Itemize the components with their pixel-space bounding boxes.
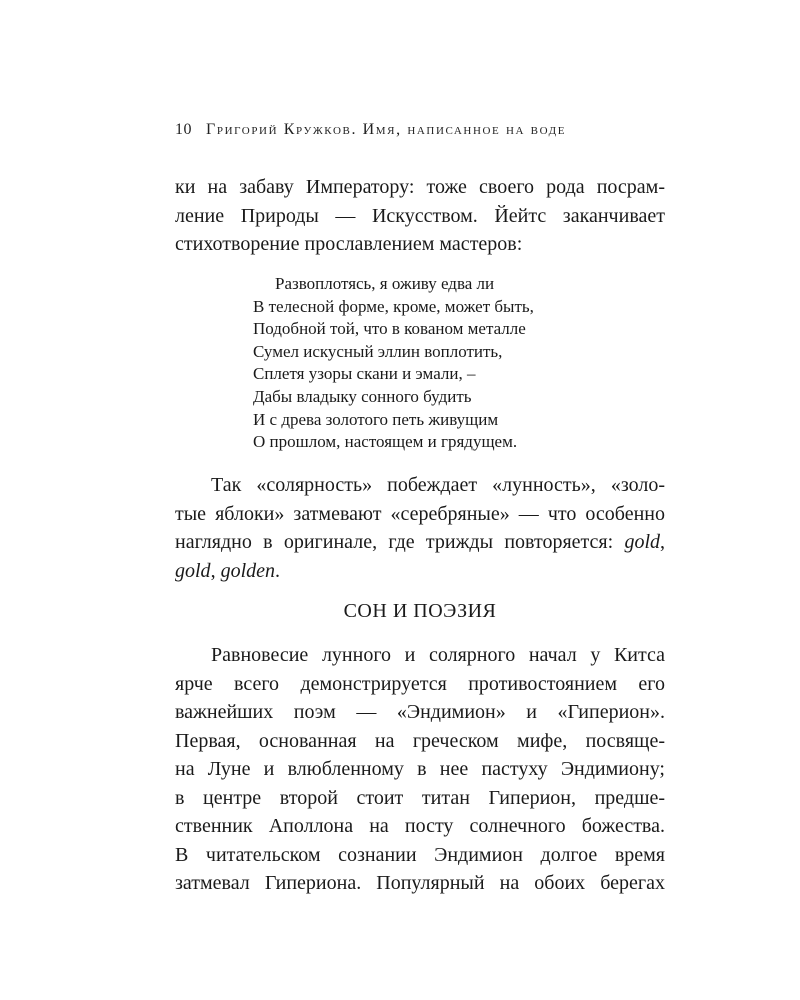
italic-word: gold bbox=[624, 531, 660, 553]
punctuation: , bbox=[210, 559, 221, 582]
page-number: 10 bbox=[175, 121, 192, 138]
verse-block bbox=[253, 273, 534, 454]
verse-line: Развоплотясь, я оживу едва ли bbox=[275, 274, 495, 293]
section-heading: СОН И ПОЭЗИЯ bbox=[343, 600, 497, 622]
punctuation: , bbox=[660, 531, 665, 553]
punctuation: . bbox=[275, 559, 280, 582]
running-head-title: Григорий Кружков. Имя, написанное на воде bbox=[206, 121, 567, 138]
text-line: тые яблоки» затмевают «серебряные» — что особенно bbox=[175, 502, 665, 525]
text-line: В читательском сознании Эндимион долгое время bbox=[175, 843, 665, 866]
paragraph-3 bbox=[175, 641, 665, 898]
running-head bbox=[175, 121, 665, 139]
verse-line: В телесной форме, кроме, может быть, bbox=[253, 296, 534, 316]
verse-line: О прошлом, настоящем и грядущем. bbox=[253, 432, 518, 452]
verse-line: Дабы владыку сонного будить bbox=[253, 386, 472, 406]
text-line: затмевал Гипериона. Популярный на обоих берегах bbox=[175, 872, 665, 894]
text-line: ки на забаву Императору: тоже своего рода посрам- bbox=[175, 176, 665, 198]
paragraph-1 bbox=[175, 173, 665, 259]
text-line: важнейших поэм — «Эндимион» и «Гиперион». bbox=[175, 701, 665, 723]
text-line: ственник Аполлона на посту солнечного божества. bbox=[175, 815, 665, 837]
text-line bbox=[175, 528, 665, 557]
book-page bbox=[175, 0, 665, 1000]
text-line bbox=[175, 557, 665, 586]
text-fragment: наглядно в оригинале, где трижды повторяется: bbox=[175, 531, 625, 553]
italic-word: golden bbox=[220, 559, 275, 582]
verse-line: Сплетя узоры скани и эмали, – bbox=[253, 364, 476, 384]
text-line: Так «солярность» побеждает «лунность», «золо- bbox=[211, 474, 665, 496]
text-line: ление Природы — Искусством. Йейтс заканчивает bbox=[175, 204, 665, 227]
text-line: ярче всего демонстрируется противостоянием его bbox=[175, 672, 665, 695]
text-line: Равновесие лунного и солярного начал у Китса bbox=[211, 644, 665, 666]
verse-line: И с древа золотого петь живущим bbox=[253, 409, 499, 429]
verse-line: Подобной той, что в кованом металле bbox=[253, 319, 526, 339]
text-line: на Луне и влюбленному в нее пастуху Эндимиону; bbox=[175, 758, 665, 780]
text-line: в центре второй стоит титан Гиперион, предше- bbox=[175, 786, 665, 809]
verse-line: Сумел искусный эллин воплотить, bbox=[253, 341, 503, 361]
text-line: Первая, основанная на греческом мифе, посвяще- bbox=[175, 729, 665, 752]
italic-word: gold bbox=[175, 559, 211, 582]
text-line: стихотворение прославлением мастеров: bbox=[175, 233, 523, 255]
paragraph-2 bbox=[175, 471, 665, 585]
